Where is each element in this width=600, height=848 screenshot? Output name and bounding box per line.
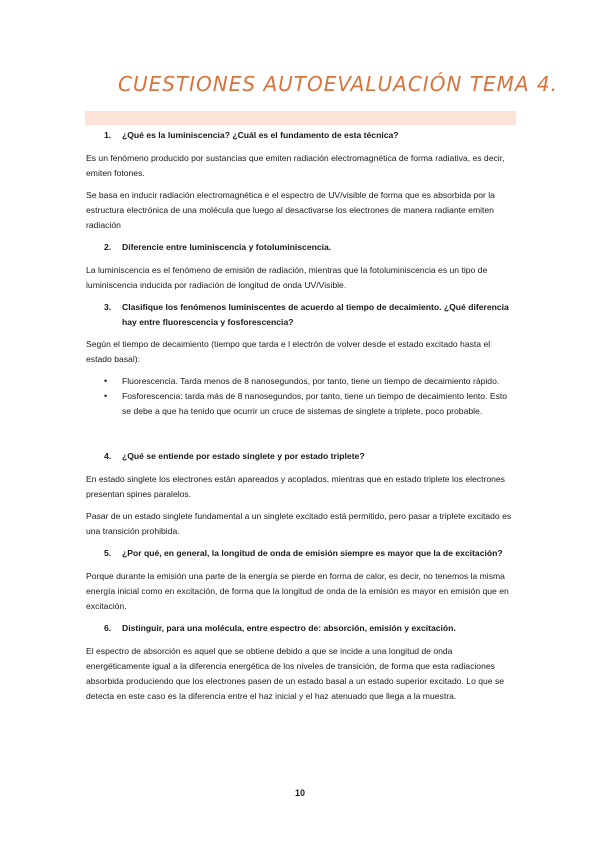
answer-paragraph: La luminiscencia es el fenómeno de emisión de radiación, mientras que la fotoluminiscencia es un tipo de luminiscencia inducida por radiación de longitud de onda UV/Visible. [86, 265, 488, 290]
question-1 [86, 128, 516, 143]
question-number: 2. [104, 242, 112, 252]
question-text: Distinguir, para una molécula, entre espectro de: absorción, emisión y excitación. [122, 623, 456, 633]
question-4 [86, 449, 516, 464]
question-text: Diferencie entre luminiscencia y fotoluminiscencia. [122, 242, 332, 252]
title-underline-band [85, 111, 516, 125]
page-number: 10 [294, 788, 305, 798]
answer-paragraph: Según el tiempo de decaimiento (tiempo que tarda e l electrón de volver desde el estado excitado hasta el estado basal): [86, 339, 491, 364]
bullet-list [86, 374, 516, 419]
list-item [86, 389, 516, 419]
answer-paragraph: Porque durante la emisión una parte de la energía se pierde en forma de calor, es decir, no tenemos la misma energía inicial como en excitación, de forma que la longitud de onda de la emisión es mayor en emisión que en excitación. [86, 571, 509, 611]
bullet-icon: • [104, 391, 108, 401]
question-text: ¿Qué se entiende por estado singlete y por estado triplete? [122, 451, 365, 461]
list-item-text: Fosforescencia: tarda más de 8 nanosegundos, por tanto, tiene un tiempo de decaimiento lento. Esto se debe a que ha tenido que ocurrir un cruce de sistemas de singlete a triplete, poco probable. [122, 391, 508, 416]
question-number: 1. [104, 130, 112, 140]
page-title: CUESTIONES AUTOEVALUACIÓN TEMA 4. [118, 72, 558, 96]
question-number: 3. [104, 302, 112, 312]
answer-paragraph: Pasar de un estado singlete fundamental a un singlete excitado está permitido, pero pasar a triplete excitado es una transición prohibida. [86, 511, 512, 536]
question-3 [86, 300, 516, 330]
question-number: 6. [104, 623, 112, 633]
question-5 [86, 546, 516, 561]
answer-paragraph: Se basa en inducir radiación electromagnética e el espectro de UV/visible de forma que es absorbida por la estructura electrónica de una molécula que luego al desactivarse los electrones de manera radiante emiten radiación [86, 190, 495, 230]
list-item-text: Fluorescencia. Tarda menos de 8 nanosegundos, por tanto, tiene un tiempo de decaimiento rápido. [122, 376, 500, 386]
bullet-icon: • [104, 376, 108, 386]
answer-paragraph: En estado singlete los electrones están apareados y acoplados, mientras que en estado triplete los electrones presentan spines paralelos. [86, 474, 505, 499]
question-text: ¿Por qué, en general, la longitud de onda de emisión siempre es mayor que la de excitación? [122, 548, 503, 558]
answer-paragraph: El espectro de absorción es aquel que se obtiene debido a que se incide a una longitud de onda energéticamente igual a la diferencia energética de los niveles de transición, de forma que esta radiaciones absorbida produciendo que los electrones pasen de un estado basal a un estado superior excitado. Lo que se detecta en este caso es la diferencia entre el haz inicial y el haz atenuado que llega a la muestra. [86, 646, 505, 701]
question-number: 5. [104, 548, 112, 558]
question-2 [86, 240, 516, 255]
question-text: Clasifique los fenómenos luminiscentes de acuerdo al tiempo de decaimiento. ¿Qué diferencia hay entre fluorescencia y fosforescencia? [122, 302, 509, 327]
question-number: 4. [104, 451, 112, 461]
question-text: ¿Qué es la luminiscencia? ¿Cuál es el fundamento de esta técnica? [122, 130, 399, 140]
document-body [86, 128, 516, 704]
list-item [86, 374, 516, 389]
question-6 [86, 621, 516, 636]
answer-paragraph: Es un fenómeno producido por sustancias que emiten radiación electromagnética de forma radiativa, es decir, emiten fotones. [86, 153, 505, 178]
